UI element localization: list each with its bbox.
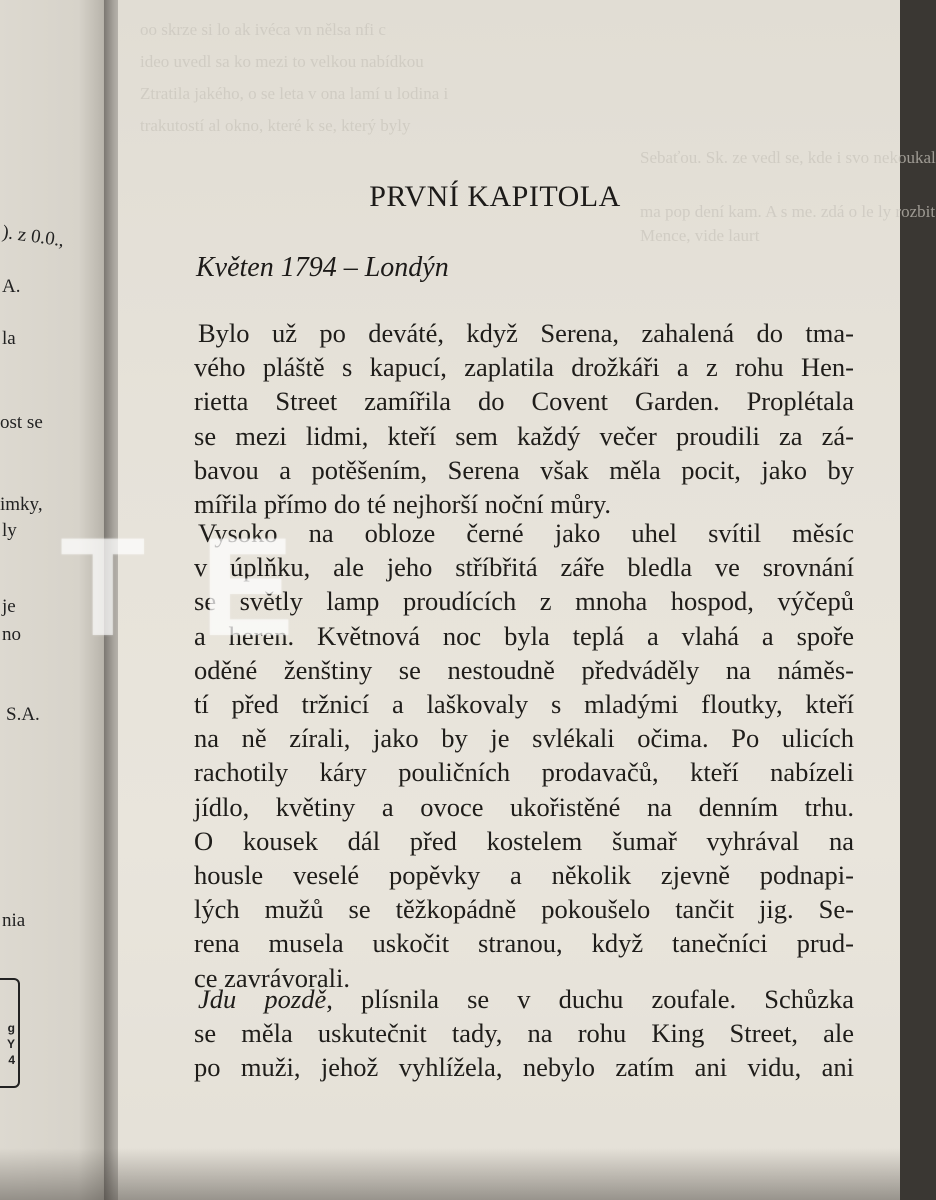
text-line: tí před tržnicí a laškovaly s mladými floutky, kteří [194, 689, 854, 720]
watermark: T E [60, 508, 302, 665]
text-line: Vysoko na obloze černé jako uhel svítil měsíc [198, 518, 854, 548]
page-tab-marker [0, 978, 20, 1088]
text-line: se měla uskutečnit tady, na rohu King Street, ale [194, 1018, 854, 1049]
show-through-text: oo skrze si lo ak ivéca vn nělsa nfi c [140, 20, 386, 39]
text-line: na ně zírali, jako by je svlékali očima. Po ulicích [194, 723, 854, 754]
text-line: housle veselé popěvky a několik zjevně podnapi- [194, 860, 854, 891]
tab-char: Y [6, 1037, 15, 1051]
text-line: rena musela uskočit stranou, když tanečníci prud- [194, 928, 854, 959]
chapter-dateline: Květen 1794 – Londýn [196, 252, 449, 283]
italic-phrase: Jdu pozdě [198, 984, 327, 1014]
text-line: po muži, jehož vyhlížela, nebylo zatím ani vidu, ani [194, 1052, 854, 1083]
left-page-fragment: la [2, 328, 16, 349]
text-line: lých mužů se těžkopádně pokoušelo tančit jig. Se- [194, 894, 854, 925]
text-line: rietta Street zamířila do Covent Garden. Proplétala [194, 386, 854, 417]
show-through-text: Sebaťou. Sk. ze vedl se, kde i svo nekoukal [640, 148, 936, 167]
tab-char: g [7, 1021, 15, 1035]
left-page-fragment: S.A. [6, 704, 40, 725]
text-line: oděné ženštiny se nestoudně předváděly na náměs- [194, 654, 854, 685]
left-page-fragment: je [2, 596, 16, 617]
text-fragment: , plísnila se v duchu zoufale. Schůzka [326, 984, 854, 1014]
text-line: Bylo už po deváté, když Serena, zahalená do tma- [198, 318, 854, 348]
left-page-fragment: no [2, 624, 21, 645]
left-page-fragment: ). z 0.0., [0, 221, 66, 252]
chapter-title: PRVNÍ KAPITOLA [369, 180, 621, 213]
left-page-fragment: ost se [0, 412, 43, 433]
show-through-text: Mence, vide laurt [640, 226, 760, 245]
text-line: a heren. Květnová noc byla teplá a vlahá a spoře [194, 620, 854, 651]
show-through-text: trakutostí al okno, které k se, který byly [140, 116, 411, 135]
text-line: se světly lamp proudících z mnoha hospod, výčepů [194, 586, 854, 617]
text-line: rachotily káry pouličních prodavačů, kteří nabízeli [194, 757, 854, 788]
text-line: v úplňku, ale jeho stříbřitá záře bledla ve srovnání [194, 552, 854, 583]
left-page-fragment: A. [2, 276, 21, 297]
paragraph-1 [194, 316, 854, 521]
text-line: vého pláště s kapucí, zaplatila drožkáři a z rohu Hen- [194, 352, 854, 383]
left-page-fragment: imky, [0, 494, 43, 515]
text-line: O kousek dál před kostelem šumař vyhrával na [194, 825, 854, 856]
left-page-fragment: nia [2, 910, 26, 931]
left-page [0, 0, 112, 1200]
show-through-text: Ztratila jakého, o se leta v ona lamí u lodina i [140, 84, 449, 103]
text-line: bavou a potěšením, Serena však měla pocit, jako by [194, 454, 854, 485]
text-line: mířila přímo do té nejhorší noční můry. [194, 489, 612, 520]
paragraph-2 [194, 516, 854, 995]
show-through-text: ma pop dení kam. A s me. zdá o le ly rozbit [640, 202, 936, 221]
paragraph-3 [194, 982, 854, 1085]
text-line: jídlo, květiny a ovoce ukořistěné na denním trhu. [194, 791, 854, 822]
text-line: se mezi lidmi, kteří sem každý večer proudili za zá- [194, 420, 854, 451]
show-through-text: ideo uvedl sa ko mezi to velkou nabídkou [140, 52, 424, 71]
tab-char: 4 [8, 1053, 15, 1067]
text-line: ce zavrávorali. [194, 962, 350, 993]
bottom-shadow [0, 1148, 900, 1200]
text-line [194, 982, 854, 1016]
left-page-fragment: ly [2, 520, 17, 541]
